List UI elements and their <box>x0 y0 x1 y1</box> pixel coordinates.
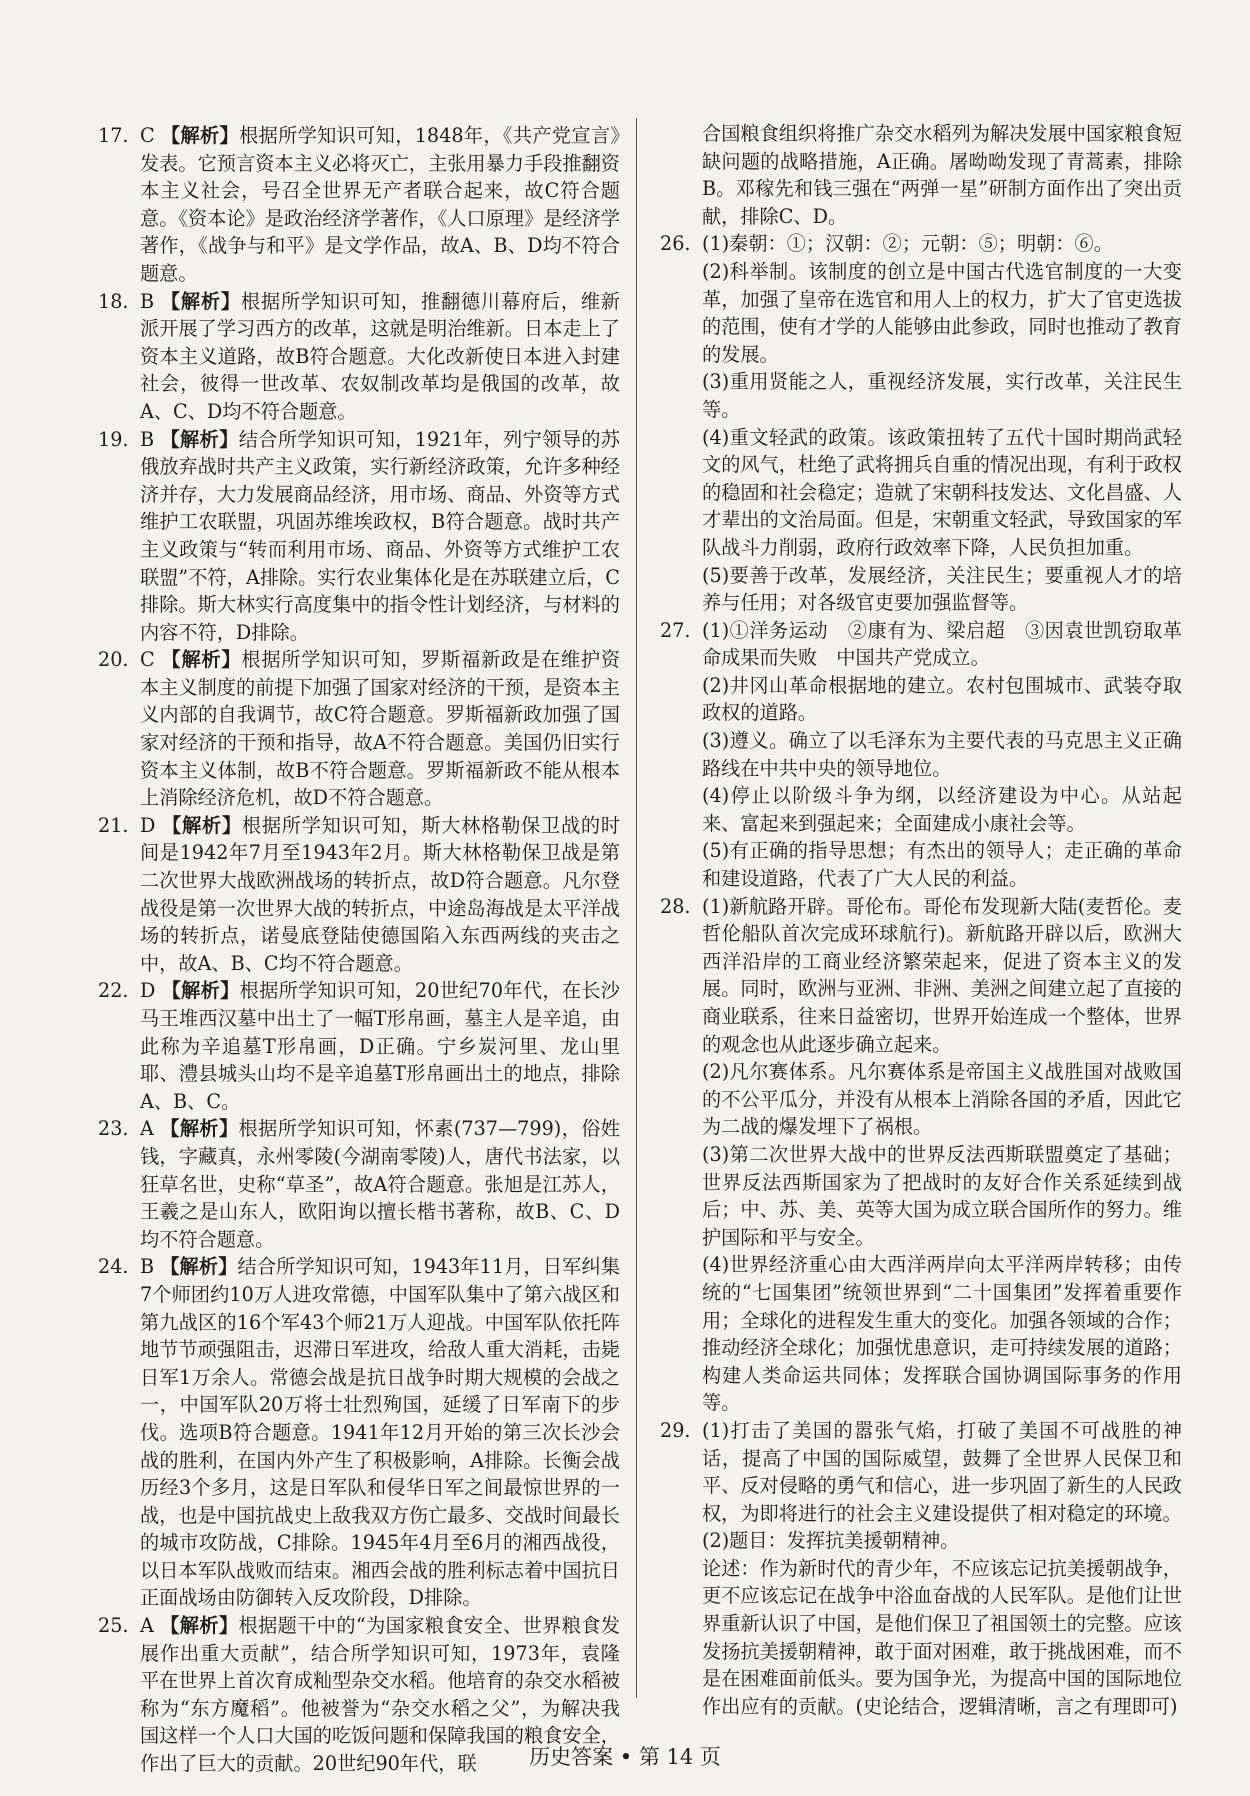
answer-item-18 <box>98 288 620 426</box>
analysis-tag: 【解析】 <box>160 289 241 313</box>
question-number: 26. <box>660 232 691 256</box>
analysis-tag: 【解析】 <box>161 813 242 837</box>
sub-answer: (4)重文轻武的政策。该政策扭转了五代十国时期尚武轻文的风气，杜绝了武将拥兵自重的情况出现，有利于政权的稳固和社会稳定；造就了宋朝科技发达、文化昌盛、人才辈出的文治局面。但是，宋朝重文轻武，导致国家的军队战斗力削弱，政府行政效率下降，人民负担加重。 <box>702 425 1182 559</box>
explanation-text: 根据所学知识可知，20世纪70年代，在长沙马王堆西汉墓中出土了一幅T形帛画，墓主人是辛追，由此称为辛追墓T形帛画，D正确。宁乡炭河里、龙山里耶、澧县城头山均不是辛追墓T形帛画出土的地点，排除A、B、C。 <box>140 979 620 1113</box>
explanation-text: 根据所学知识可知，怀素(737—799)，俗姓钱，字藏真，永州零陵(今湖南零陵)人，唐代书法家，以狂草名世，史称“草圣”，故A符合题意。张旭是江苏人，王羲之是山东人，欧阳询以擅长楷书著称，故B、C、D均不符合题意。 <box>140 1117 620 1251</box>
answer-letter: B <box>140 427 155 451</box>
question-number: 17. <box>98 124 129 147</box>
sub-answer: (5)要善于改革，发展经济，关注民生；要重视人才的培养与任用；对各级官吏要加强监督等。 <box>702 563 1182 615</box>
analysis-tag: 【解析】 <box>160 1255 238 1279</box>
sub-answer: 论述：作为新时代的青少年，不应该忘记抗美援朝战争，更不应该忘记在战争中浴血奋战的人民军队。是他们让世界重新认识了中国，是他们保卫了祖国领土的完整。应该发扬抗美援朝精神，敢于面对困难，敢于挑战困难，而不是在困难面前低头。要为国争光，为提高中国的国际地位作出应有的贡献。(史论结合，逻辑清晰，言之有理即可) <box>702 1556 1182 1718</box>
right-column <box>660 120 1182 1720</box>
question-number: 21. <box>98 813 129 837</box>
explanation-text: 根据所学知识可知，1848年，《共产党宣言》发表。它预言资本主义必将灭亡，主张用暴力手段推翻资本主义社会，号召全世界无产者联合起来，故C符合题意。《资本论》是政治经济学著作，《人口原理》是经济学著作，《战争与和平》是文学作品，故A、B、D均不符合题意。 <box>140 124 620 285</box>
sub-answer: (2)凡尔赛体系。凡尔赛体系是帝国主义战胜国对战败国的不公平瓜分，并没有从根本上消除各国的矛盾，因此它为二战的爆发埋下了祸根。 <box>702 1060 1182 1139</box>
analysis-tag: 【解析】 <box>159 1614 239 1638</box>
explanation-text: 根据所学知识可知，斯大林格勒保卫战的时间是1942年7月至1943年2月。斯大林格勒保卫战是第二次世界大战欧洲战场的转折点，故D符合题意。凡尔登战役是第一次世界大战的转折点，中途岛海战是太平洋战场的转折点，诺曼底登陆使德国陷入东西两线的夹击之中，故A、B、C均不符合题意。 <box>140 813 621 975</box>
answer-item-19 <box>98 426 620 647</box>
question-number: 28. <box>660 894 691 918</box>
analysis-tag: 【解析】 <box>160 427 239 451</box>
sub-answer: (2)题目：发挥抗美援朝精神。 <box>702 1529 960 1553</box>
analysis-tag: 【解析】 <box>160 648 242 672</box>
explanation-text: 合国粮食组织将推广杂交水稻列为解决发展中国家粮食短缺问题的战略措施，A正确。屠呦呦发现了青蒿素，排除B。邓稼先和钱三强在“两弹一星”研制方面作出了突出贡献，排除C、D。 <box>702 122 1182 228</box>
sub-answer: (4)世界经济重心由大西洋两岸向太平洋两岸转移；由传统的“七国集团”统领世界到“二十国集团”发挥着重要作用；全球化的进程发生重大的变化。加强各领域的合作；推动经济全球化；加强忧患意识，走可持续发展的道路；构建人类命运共同体；发挥联合国协调国际事务的作用等。 <box>702 1253 1182 1415</box>
left-column <box>98 122 620 1778</box>
answer-item-21 <box>98 812 620 978</box>
sub-answer: (1)①洋务运动 ②康有为、梁启超 ③因袁世凯窃取革命成果而失败 中国共产党成立。 <box>702 618 1182 670</box>
page-footer: 历史答案 • 第 14 页 <box>529 1745 721 1769</box>
question-number: 23. <box>98 1117 129 1141</box>
answer-item-26 <box>660 230 1182 616</box>
question-number: 19. <box>98 427 129 451</box>
sub-answer: (3)遵义。确立了以毛泽东为主要代表的马克思主义正确路线在中共中央的领导地位。 <box>702 729 1182 780</box>
answer-item-22 <box>98 977 620 1115</box>
sub-answer: (1)新航路开辟。哥伦布。哥伦布发现新大陆(麦哲伦。麦哲伦船队首次完成环球航行)。新航路开辟以后，欧洲大西洋沿岸的工商业经济繁荣起来，促进了资本主义的发展。同时，欧洲与亚洲、非洲、美洲之间建立起了直接的商业联系，往来日益密切，世界开始连成一个整体，世界的观念也从此逐步确立起来。 <box>702 894 1182 1056</box>
column-divider <box>636 118 637 1698</box>
explanation-text: 根据题干中的“为国家粮食安全、世界粮食发展作出重大贡献”，结合所学知识可知，1973年，袁隆平在世界上首次育成籼型杂交水稻。他培育的杂交水稻被称为“东方魔稻”。他被誉为“杂交水稻之父”，为解决我国这样一个人口大国的吃饭问题和保障我国的粮食安全，作出了巨大的贡献。20世纪90年代，联 <box>140 1614 621 1776</box>
sub-answer: (1)秦朝：①；汉朝：②；元朝：⑤；明朝：⑥。 <box>702 232 1113 256</box>
sub-answer: (1)打击了美国的嚣张气焰，打破了美国不可战胜的神话，提高了中国的国际威望，鼓舞了全世界人民保卫和平、反对侵略的勇气和信心，进一步巩固了新生的人民政权，为即将进行的社会主义建设提供了相对稳定的环境。 <box>702 1418 1182 1525</box>
answer-letter: D <box>140 979 156 1003</box>
sub-answer: (5)有正确的指导思想；有杰出的领导人；走正确的革命和建设道路，代表了广大人民的利益。 <box>702 839 1182 891</box>
question-number: 22. <box>98 979 129 1003</box>
sub-answer: (2)科举制。该制度的创立是中国古代选官制度的一大变革，加强了皇帝在选官和用人上的权力，扩大了官吏选拔的范围，使有才学的人能够由此参政，同时也推动了教育的发展。 <box>702 259 1182 366</box>
answer-item-25-continued <box>660 120 1182 230</box>
answer-letter: C <box>140 648 155 672</box>
sub-answer: (3)第二次世界大战中的世界反法西斯联盟奠定了基础；世界反法西斯国家为了把战时的友好合作关系延续到战后；中、苏、美、英等大国为成立联合国所作的努力。维护国际和平与安全。 <box>702 1142 1182 1249</box>
question-number: 25. <box>98 1614 129 1638</box>
explanation-text: 结合所学知识可知，1921年，列宁领导的苏俄放弃战时共产主义政策，实行新经济政策，允许多种经济并存，大力发展商品经济，用市场、商品、外资等方式维护工农联盟，巩固苏维埃政权，B符合题意。战时共产主义政策与“转而利用市场、商品、外资等方式维护工农联盟”不符，A排除。实行农业集体化是在苏联建立后，C排除。斯大林实行高度集中的指令性计划经济，与材料的内容不符，D排除。 <box>140 427 620 644</box>
analysis-tag: 【解析】 <box>159 1117 239 1141</box>
question-number: 20. <box>98 648 129 672</box>
explanation-text: 根据所学知识可知，推翻德川幕府后，维新派开展了学习西方的改革，这就是明治维新。日本走上了资本主义道路，故B符合题意。大化改新使日本进入封建社会，彼得一世改革、农奴制改革均是俄国的改革，故A、C、D均不符合题意。 <box>140 289 621 423</box>
answer-letter: B <box>140 289 155 313</box>
analysis-tag: 【解析】 <box>160 124 240 147</box>
question-number: 29. <box>660 1418 691 1442</box>
answer-letter: A <box>140 1117 154 1141</box>
answer-item-27 <box>660 617 1182 893</box>
question-number: 24. <box>98 1255 129 1279</box>
answer-item-23 <box>98 1115 620 1253</box>
answer-letter: C <box>140 124 155 147</box>
sub-answer: (2)井冈山革命根据地的建立。农村包围城市、武装夺取政权的道路。 <box>702 673 1182 725</box>
answer-item-17 <box>98 122 620 288</box>
sub-answer: (3)重用贤能之人，重视经济发展，实行改革，关注民生等。 <box>702 370 1182 421</box>
answer-item-24 <box>98 1253 620 1612</box>
answer-item-20 <box>98 646 620 812</box>
explanation-text: 根据所学知识可知，罗斯福新政是在维护资本主义制度的前提下加强了国家对经济的干预，是资本主义内部的自我调节，故C符合题意。罗斯福新政加强了国家对经济的干预和指导，故A不符合题意。美国仍旧实行资本主义体制，故B不符合题意。罗斯福新政不能从根本上消除经济危机，故D不符合题意。 <box>140 648 621 810</box>
answer-letter: A <box>140 1614 154 1638</box>
answer-item-28 <box>660 893 1182 1417</box>
explanation-text: 结合所学知识可知，1943年11月，日军纠集7个师团约10万人进攻常德，中国军队集中了第六战区和第九战区的16个军43个师21万人迎战。中国军队依托阵地节节顽强阻击，迟滞日军进攻，给敌人重大消耗，击毙日军1万余人。常德会战是抗日战争时期大规模的会战之一，中国军队20万将士壮烈殉国，延缓了日军南下的步伐。选项B符合题意。1941年12月开始的第三次长沙会战的胜利，在国内外产生了积极影响，A排除。长衡会战历经3个多月，这是日军队和侵华日军之间最惊世界的一战，也是中国抗战史上敌我双方伤亡最多、交战时间最长的城市攻防战，C排除。1945年4月至6月的湘西战役，以日本军队战败而结束。湘西会战的胜利标志着中国抗日正面战场由防御转入反攻阶段，D排除。 <box>140 1255 621 1610</box>
answer-item-29 <box>660 1417 1182 1721</box>
analysis-tag: 【解析】 <box>161 979 240 1003</box>
answer-letter: D <box>140 813 156 837</box>
question-number: 27. <box>660 618 691 642</box>
answer-letter: B <box>140 1255 155 1279</box>
sub-answer: (4)停止以阶级斗争为纲，以经济建设为中心。从站起来、富起来到强起来；全面建成小康社会等。 <box>702 784 1182 835</box>
question-number: 18. <box>98 289 129 313</box>
